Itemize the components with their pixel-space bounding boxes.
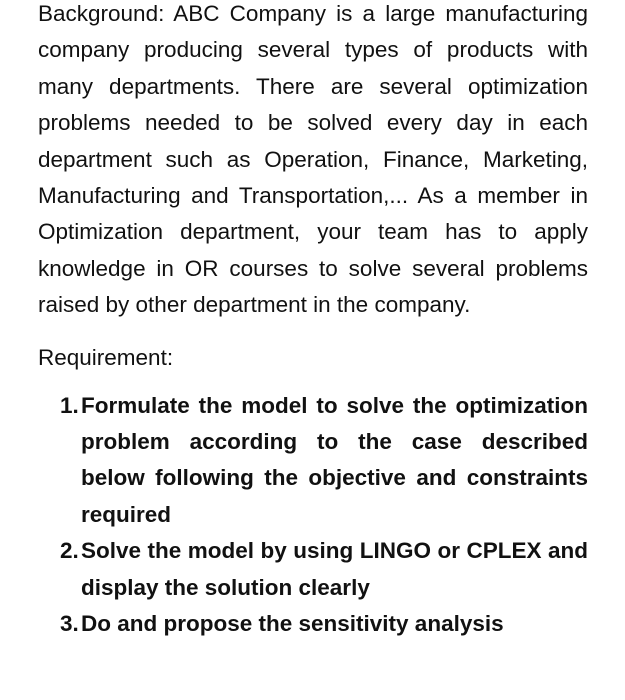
document-page [38,0,588,643]
requirement-text: Formulate the model to solve the optimization problem according to the case described below following the objective and constraints required [81,392,588,527]
requirement-item-1 [60,388,588,534]
requirement-heading: Requirement: [38,344,174,370]
requirement-number: 3. [60,611,79,637]
requirement-number: 2. [60,538,79,564]
requirement-item-2 [60,533,588,606]
requirement-text: Do and propose the sensitivity analysis [81,611,504,637]
requirement-text: Solve the model by using LINGO or CPLEX and display the solution clearly [81,538,588,600]
requirement-item-3 [60,606,588,642]
requirement-number: 1. [60,392,79,418]
requirements-list [38,388,588,643]
background-paragraph: Background: ABC Company is a large manufacturing company producing several types of products with many departments. There are several optimization problems needed to be solved every day in each department such as Operation, Finance, Marketing, Manufacturing and Transportation,... As a member in Optimization department, your team has to apply knowledge in OR courses to solve several problems raised by other department in the company. [38,1,588,318]
